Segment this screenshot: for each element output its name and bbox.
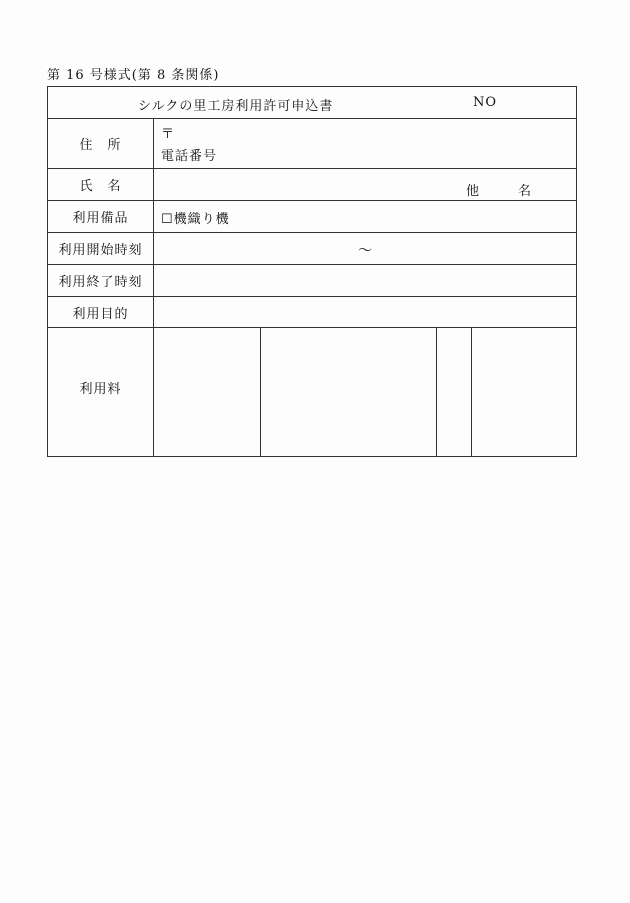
time-range-separator: ～: [358, 243, 372, 259]
end-time-field[interactable]: [154, 265, 576, 296]
equipment-row: [48, 201, 576, 233]
fee-row: [48, 328, 576, 456]
address-label: [48, 119, 154, 168]
end-time-label-text: 利用終了時刻: [58, 275, 143, 290]
equipment-label: [48, 201, 154, 232]
fee-cell-3[interactable]: [436, 328, 472, 456]
purpose-label: [48, 297, 154, 327]
equipment-label-text: 利用備品: [72, 211, 129, 226]
name-field[interactable]: [154, 169, 576, 200]
end-time-label: [48, 265, 154, 296]
fee-cell-2[interactable]: [260, 328, 437, 456]
application-form-table: [47, 86, 577, 457]
phone-number-label: 電話番号: [161, 149, 218, 164]
fee-cell-4[interactable]: [471, 328, 576, 456]
purpose-label-text: 利用目的: [72, 306, 129, 322]
form-title: シルクの里工房利用許可申込書: [138, 99, 334, 114]
end-time-row: [48, 265, 576, 297]
fee-label-text: 利用料: [79, 382, 122, 397]
purpose-row: [48, 297, 576, 328]
address-label-text: 住 所: [79, 138, 122, 153]
address-row: [48, 119, 576, 169]
form-reference: 第 16 号様式(第 8 条関係): [47, 68, 220, 83]
address-field[interactable]: [154, 119, 576, 168]
number-label: NO: [473, 95, 498, 110]
title-row: [48, 87, 576, 119]
start-time-field[interactable]: [154, 233, 576, 264]
start-time-label: [48, 233, 154, 264]
fee-label: [48, 328, 154, 456]
name-row: [48, 169, 576, 201]
purpose-field[interactable]: [154, 297, 576, 327]
fee-field: [154, 328, 576, 456]
loom-checkbox[interactable]: ☐機織り機: [161, 212, 230, 227]
start-time-row: [48, 233, 576, 265]
start-time-label-text: 利用開始時刻: [58, 243, 143, 258]
name-label-text: 氏 名: [79, 179, 122, 194]
name-label: [48, 169, 154, 200]
equipment-field: [154, 201, 576, 232]
fee-cell-1[interactable]: [154, 328, 261, 456]
postal-mark: 〒: [161, 127, 175, 142]
others-count-label: 他 名: [466, 184, 532, 199]
